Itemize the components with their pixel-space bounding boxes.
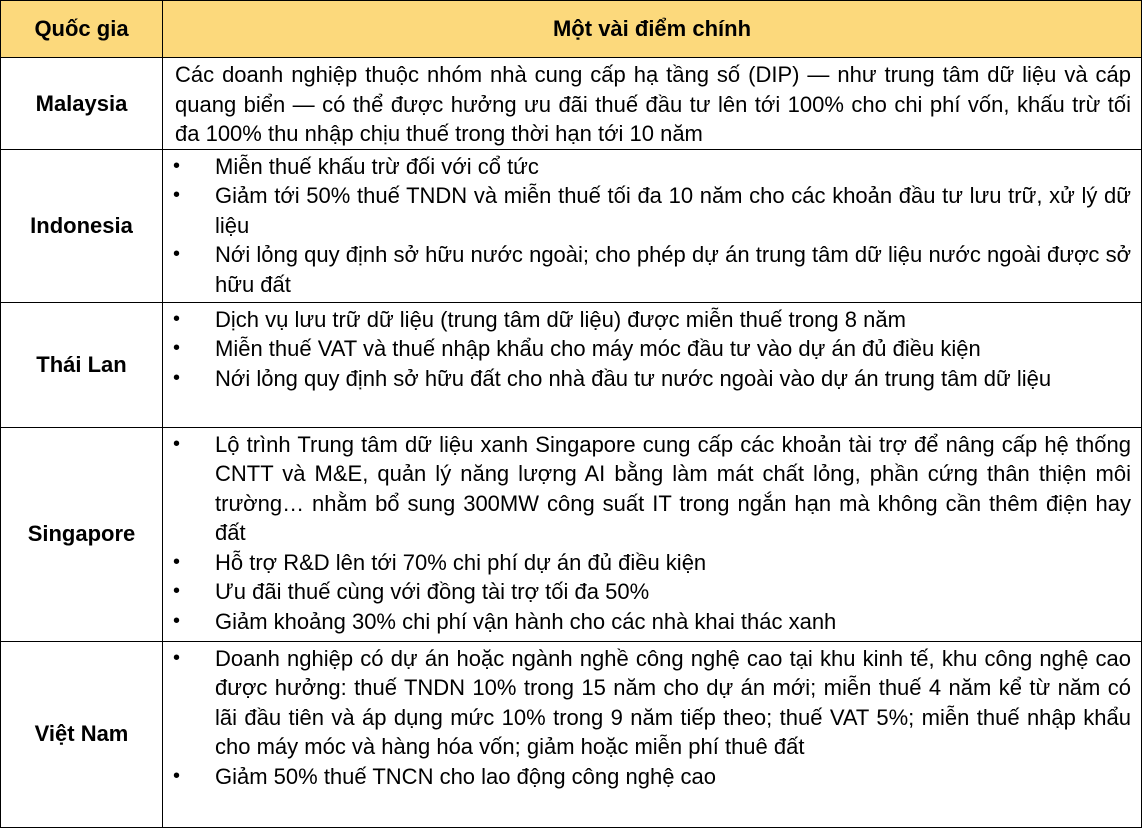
points-cell	[163, 427, 1142, 641]
country-cell: Indonesia	[1, 149, 163, 302]
country-cell: Malaysia	[1, 58, 163, 150]
list-item	[163, 305, 1131, 335]
bullet-icon: •	[173, 432, 181, 455]
list-item-text: Ưu đãi thuế cùng với đồng tài trợ tối đa 50%	[215, 579, 650, 604]
list-item-text: Giảm khoảng 30% chi phí vận hành cho các nhà khai thác xanh	[215, 608, 837, 634]
table-row	[1, 641, 1142, 827]
list-item-text: Nới lỏng quy định sở hữu nước ngoài; cho phép dự án trung tâm dữ liệu nước ngoài được sở hữu đất	[215, 242, 1131, 297]
bullet-icon: •	[173, 764, 181, 787]
list-item	[163, 152, 1131, 182]
bullet-icon: •	[173, 337, 181, 359]
points-cell	[163, 641, 1142, 827]
table-row	[1, 302, 1142, 427]
country-cell: Singapore	[1, 427, 163, 641]
list-item	[163, 334, 1131, 364]
bullet-icon: •	[173, 307, 181, 330]
bullet-icon: •	[173, 580, 181, 602]
points-cell	[163, 58, 1142, 150]
header-row	[1, 1, 1142, 58]
bullet-icon: •	[173, 550, 181, 573]
bullet-list	[163, 428, 1141, 637]
list-item-text: Miễn thuế VAT và thuế nhập khẩu cho máy móc đầu tư vào dự án đủ điều kiện	[215, 336, 981, 361]
points-cell	[163, 302, 1142, 427]
bullet-icon: •	[173, 184, 181, 206]
list-item	[163, 548, 1131, 578]
list-item	[163, 762, 1131, 792]
list-item	[163, 364, 1131, 394]
list-item	[163, 240, 1131, 299]
bullet-icon: •	[173, 154, 181, 177]
list-item-text: Miễn thuế khấu trừ đối với cổ tức	[215, 153, 539, 179]
list-item-text: Hỗ trợ R&D lên tới 70% chi phí dự án đủ điều kiện	[215, 549, 707, 575]
point-text: Các doanh nghiệp thuộc nhóm nhà cung cấp hạ tầng số (DIP) — như trung tâm dữ liệu và cáp quang biển — có thể được hưởng ưu đãi thuế đầu tư lên tới 100% cho chi phí vốn, khấu trừ tối đa 100% thu nhập chịu thuế trong thời hạn tới 10 năm	[175, 62, 1131, 146]
list-item-text: Dịch vụ lưu trữ dữ liệu (trung tâm dữ liệu) được miễn thuế trong 8 năm	[215, 306, 906, 332]
bullet-icon: •	[173, 243, 181, 265]
bullet-list	[163, 642, 1141, 792]
list-item-text: Giảm 50% thuế TNCN cho lao động công nghệ cao	[215, 763, 717, 789]
bullet-icon: •	[173, 366, 181, 389]
list-item	[163, 644, 1131, 762]
list-item-text: Lộ trình Trung tâm dữ liệu xanh Singapore cung cấp các khoản tài trợ để nâng cấp hệ thống CNTT và M&E, quản lý năng lượng AI bằng làm mát chất lỏng, phần cứng thân thiện môi trường… nhằm bổ sung 300MW công suất IT trong ngắn hạn mà không cần thêm điện hay đất	[215, 431, 1131, 545]
header-key-points: Một vài điểm chính	[163, 1, 1142, 58]
bullet-list	[163, 303, 1141, 394]
points-cell	[163, 149, 1142, 302]
country-cell: Việt Nam	[1, 641, 163, 827]
list-item	[163, 181, 1131, 240]
header-country: Quốc gia	[1, 1, 163, 58]
bullet-list	[163, 150, 1141, 300]
list-item-text: Doanh nghiệp có dự án hoặc ngành nghề công nghệ cao tại khu kinh tế, khu công nghệ cao được hưởng: thuế TNDN 10% trong 15 năm cho dự án mới; miễn thuế 4 năm kể từ năm có lãi đầu tiên và áp dụng mức 10% trong 9 năm tiếp theo; thuế VAT 5%; miễn thuế nhập khẩu cho máy móc và hàng hóa vốn; giảm hoặc miễn phí thuê đất	[215, 645, 1131, 759]
table-row	[1, 427, 1142, 641]
list-item-text: Nới lỏng quy định sở hữu đất cho nhà đầu tư nước ngoài vào dự án trung tâm dữ liệu	[215, 365, 1052, 391]
list-item	[163, 577, 1131, 607]
bullet-icon: •	[173, 646, 181, 669]
list-item-text: Giảm tới 50% thuế TNDN và miễn thuế tối đa 10 năm cho các khoản đầu tư lưu trữ, xử lý dữ liệu	[215, 183, 1131, 238]
list-item	[163, 430, 1131, 548]
list-item	[163, 607, 1131, 637]
table-row	[1, 58, 1142, 150]
bullet-icon: •	[173, 609, 181, 632]
country-cell: Thái Lan	[1, 302, 163, 427]
table-row	[1, 149, 1142, 302]
